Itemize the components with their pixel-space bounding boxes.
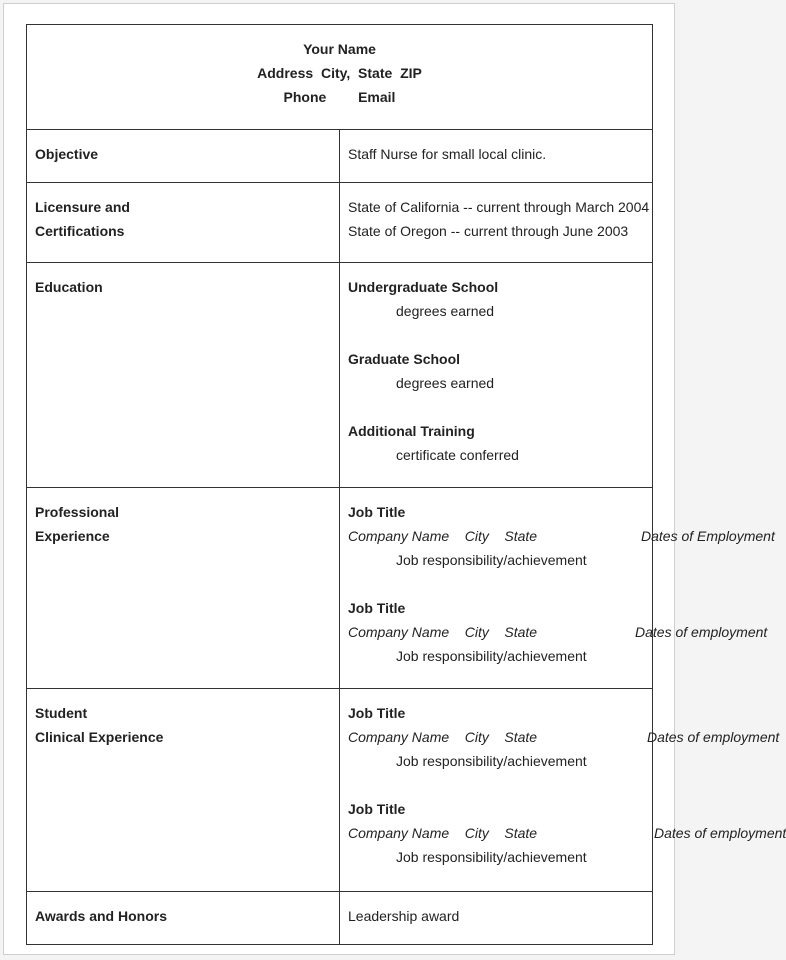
license-item: State of Oregon -- current through June 2003 (348, 223, 629, 239)
company-line (348, 524, 775, 548)
awards-content (340, 892, 653, 945)
email: Email (358, 89, 396, 105)
company-line (348, 620, 768, 644)
employment-dates: Dates of employment (635, 624, 768, 640)
training-detail: certificate conferred (396, 447, 519, 463)
undergrad-title: Undergraduate School (348, 279, 499, 295)
company-city: City (464, 729, 489, 745)
job-detail: Job responsibility/achievement (396, 648, 587, 664)
objective-label: Objective (27, 130, 340, 183)
company-state: State (504, 528, 538, 544)
header-row (27, 25, 653, 130)
license-item: State of California -- current through March 2004 (348, 199, 650, 215)
objective-text: Staff Nurse for small local clinic. (348, 146, 547, 162)
job-title: Job Title (348, 600, 406, 616)
company-name: Company Name (348, 825, 450, 841)
company-state: State (504, 729, 538, 745)
grad-title: Graduate School (348, 351, 461, 367)
header-cell (27, 25, 653, 130)
undergrad-detail: degrees earned (396, 303, 495, 319)
awards-row (27, 892, 653, 945)
job-detail: Job responsibility/achievement (396, 753, 587, 769)
clinical-label-line1: Student (35, 705, 88, 721)
objective-content (340, 130, 653, 183)
contact-line (27, 85, 652, 109)
clinical-content (340, 689, 786, 892)
employment-dates: Dates of Employment (641, 528, 775, 544)
company-name: Company Name (348, 624, 450, 640)
professional-content (340, 488, 775, 689)
education-content (340, 263, 653, 488)
professional-label-line2: Experience (35, 528, 110, 544)
professional-label (27, 488, 340, 689)
job-title: Job Title (348, 801, 406, 817)
licensure-label-line2: Certifications (35, 223, 125, 239)
education-row (27, 263, 653, 488)
job-title: Job Title (348, 705, 406, 721)
address: Address (257, 65, 314, 81)
clinical-label-line2: Clinical Experience (35, 729, 164, 745)
job-detail: Job responsibility/achievement (396, 849, 587, 865)
company-name: Company Name (348, 729, 450, 745)
employment-dates: Dates of employment (654, 825, 786, 841)
company-state: State (504, 624, 538, 640)
awards-label: Awards and Honors (27, 892, 340, 945)
grad-detail: degrees earned (396, 375, 495, 391)
company-city: City (464, 528, 489, 544)
name-line (27, 37, 652, 61)
training-title: Additional Training (348, 423, 475, 439)
licensure-label-line1: Licensure and (35, 199, 130, 215)
phone: Phone (283, 89, 327, 105)
licensure-row (27, 183, 653, 263)
licensure-content (340, 183, 653, 263)
company-line (348, 821, 786, 845)
objective-row (27, 130, 653, 183)
state: State (358, 65, 393, 81)
company-line (348, 725, 780, 749)
city: City, (320, 65, 351, 81)
resume-table (26, 24, 786, 945)
clinical-label (27, 689, 340, 892)
employment-dates: Dates of employment (647, 729, 780, 745)
job-detail: Job responsibility/achievement (396, 552, 587, 568)
clinical-row (27, 689, 653, 892)
licensure-label (27, 183, 340, 263)
professional-label-line1: Professional (35, 504, 120, 520)
job-title: Job Title (348, 504, 406, 520)
company-city: City (464, 624, 489, 640)
company-state: State (504, 825, 538, 841)
company-city: City (464, 825, 489, 841)
professional-row (27, 488, 653, 689)
awards-text: Leadership award (348, 908, 460, 924)
candidate-name: Your Name (303, 41, 376, 57)
company-name: Company Name (348, 528, 450, 544)
zip: ZIP (400, 65, 422, 81)
education-label: Education (27, 263, 340, 488)
address-line (27, 61, 652, 85)
resume-page (3, 3, 786, 955)
